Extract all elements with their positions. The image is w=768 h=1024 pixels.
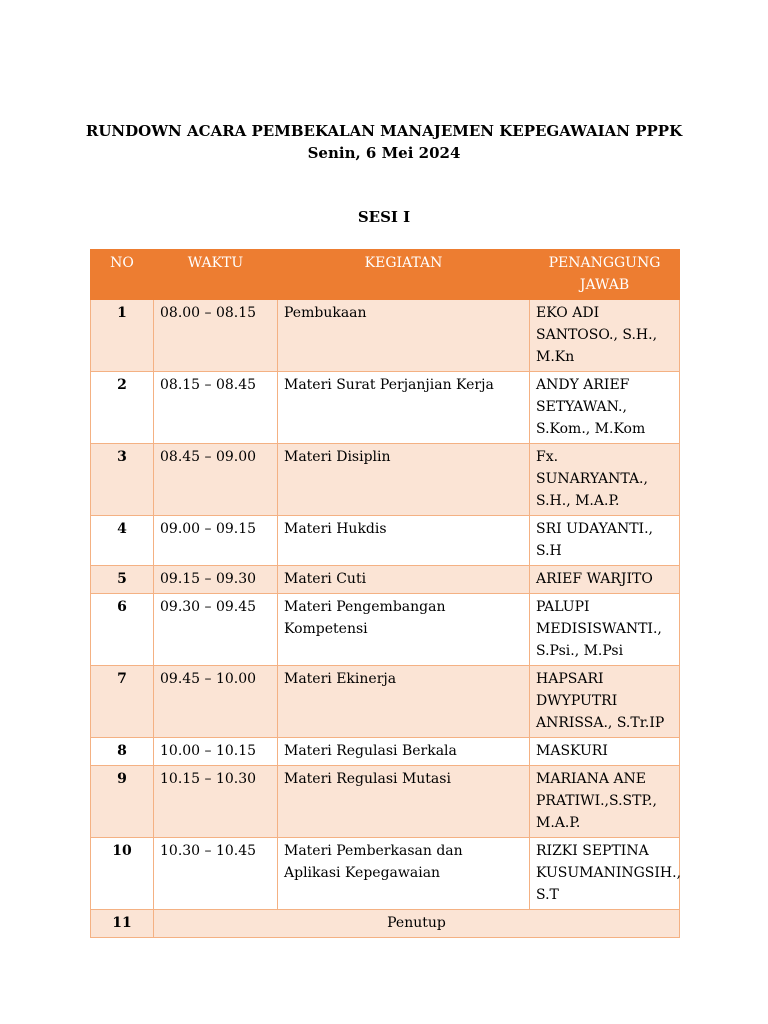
row-penanggung-jawab: EKO ADI SANTOSO., S.H., M.Kn: [530, 300, 680, 372]
table-row: [91, 838, 680, 910]
row-kegiatan: Pembukaan: [278, 300, 530, 372]
closing-row: [91, 910, 680, 938]
table-row: [91, 372, 680, 444]
row-waktu: 10.30 – 10.45: [154, 838, 278, 910]
row-waktu: 08.45 – 09.00: [154, 444, 278, 516]
header-penanggung-jawab: PENANGGUNG JAWAB: [530, 250, 680, 300]
header-kegiatan: KEGIATAN: [278, 250, 530, 300]
row-penanggung-jawab: MARIANA ANE PRATIWI.,S.STP., M.A.P.: [530, 766, 680, 838]
row-penanggung-jawab: HAPSARI DWYPUTRI ANRISSA., S.Tr.IP: [530, 666, 680, 738]
row-no: 2: [91, 372, 154, 444]
table-header-row: [91, 250, 680, 300]
row-waktu: 10.15 – 10.30: [154, 766, 278, 838]
rundown-table: [90, 249, 680, 938]
row-waktu: 10.00 – 10.15: [154, 738, 278, 766]
row-penanggung-jawab: SRI UDAYANTI., S.H: [530, 516, 680, 566]
row-penanggung-jawab: ANDY ARIEF SETYAWAN., S.Kom., M.Kom: [530, 372, 680, 444]
row-kegiatan: Materi Pengembangan Kompetensi: [278, 594, 530, 666]
row-no: 9: [91, 766, 154, 838]
row-waktu: 09.15 – 09.30: [154, 566, 278, 594]
row-waktu: 09.45 – 10.00: [154, 666, 278, 738]
session-heading: SESI I: [357, 208, 411, 226]
row-kegiatan: Materi Hukdis: [278, 516, 530, 566]
table-row: [91, 594, 680, 666]
row-waktu: 09.00 – 09.15: [154, 516, 278, 566]
row-penanggung-jawab: RIZKI SEPTINA KUSUMANINGSIH., S.T: [530, 838, 680, 910]
table-row: [91, 566, 680, 594]
row-penanggung-jawab: ARIEF WARJITO: [530, 566, 680, 594]
row-no: 7: [91, 666, 154, 738]
row-no: 1: [91, 300, 154, 372]
row-penanggung-jawab: Fx. SUNARYANTA., S.H., M.A.P.: [530, 444, 680, 516]
row-kegiatan: Materi Cuti: [278, 566, 530, 594]
row-penanggung-jawab: MASKURI: [530, 738, 680, 766]
document-date: Senin, 6 Mei 2024: [307, 144, 461, 162]
row-no: 11: [91, 910, 154, 938]
table-row: [91, 300, 680, 372]
row-no: 4: [91, 516, 154, 566]
row-no: 8: [91, 738, 154, 766]
row-waktu: 09.30 – 09.45: [154, 594, 278, 666]
header-no: NO: [91, 250, 154, 300]
row-no: 3: [91, 444, 154, 516]
row-kegiatan: Materi Regulasi Berkala: [278, 738, 530, 766]
table-row: [91, 666, 680, 738]
row-waktu: 08.00 – 08.15: [154, 300, 278, 372]
document-title: RUNDOWN ACARA PEMBEKALAN MANAJEMEN KEPEGAWAIAN PPPK: [85, 122, 683, 140]
table-row: [91, 444, 680, 516]
row-no: 10: [91, 838, 154, 910]
row-no: 5: [91, 566, 154, 594]
closing-label: Penutup: [154, 910, 680, 938]
row-kegiatan: Materi Ekinerja: [278, 666, 530, 738]
row-kegiatan: Materi Disiplin: [278, 444, 530, 516]
row-no: 6: [91, 594, 154, 666]
row-penanggung-jawab: PALUPI MEDISISWANTI., S.Psi., M.Psi: [530, 594, 680, 666]
row-kegiatan: Materi Regulasi Mutasi: [278, 766, 530, 838]
row-waktu: 08.15 – 08.45: [154, 372, 278, 444]
header-waktu: WAKTU: [154, 250, 278, 300]
table-row: [91, 766, 680, 838]
table-row: [91, 516, 680, 566]
row-kegiatan: Materi Pemberkasan dan Aplikasi Kepegawaian: [278, 838, 530, 910]
table-row: [91, 738, 680, 766]
row-kegiatan: Materi Surat Perjanjian Kerja: [278, 372, 530, 444]
